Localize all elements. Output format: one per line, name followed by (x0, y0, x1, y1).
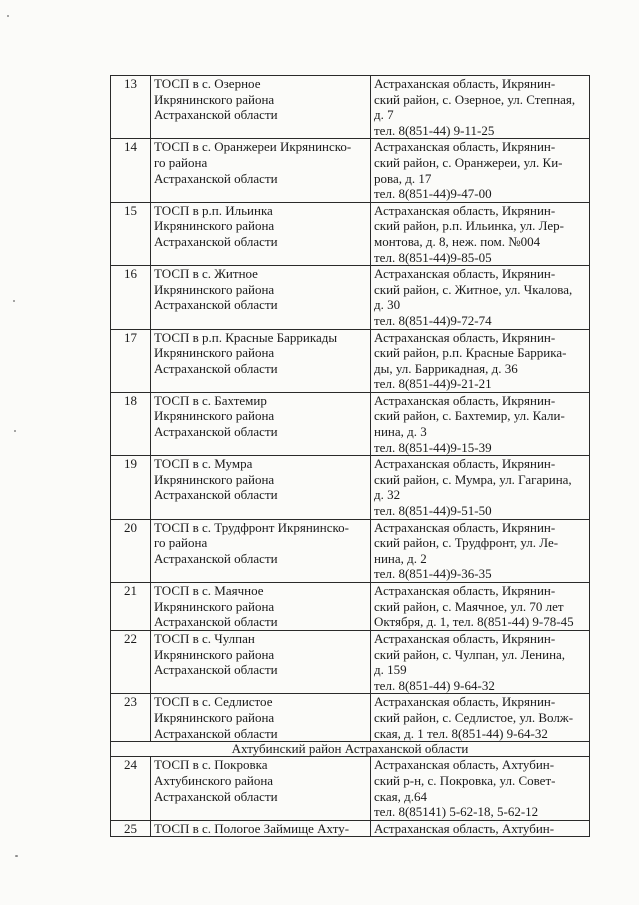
table-row (111, 202, 590, 265)
office-name-cell: ТОСП в с. Чулпан Икрянинского района Астраханской области (151, 631, 371, 694)
office-name-cell: ТОСП в с. Озерное Икрянинского района Астраханской области (151, 76, 371, 139)
row-number: 15 (111, 202, 151, 265)
address-cell: Астраханская область, Икрянин- ский район, р.п. Красные Баррика- ды, ул. Баррикадная, д. 36 тел. 8(851-44)9-21-21 (371, 329, 590, 392)
scan-speck (13, 300, 15, 302)
table-row (111, 76, 590, 139)
office-name-cell: ТОСП в с. Мумра Икрянинского района Астраханской области (151, 456, 371, 519)
scan-speck (15, 855, 18, 857)
address-cell: Астраханская область, Икрянин- ский район, с. Чулпан, ул. Ленина, д. 159 тел. 8(851-44) 9-64-32 (371, 631, 590, 694)
table-row (111, 456, 590, 519)
office-name-cell: ТОСП в с. Оранжереи Икрянинско- го района Астраханской области (151, 139, 371, 202)
office-name-cell: ТОСП в с. Седлистое Икрянинского района Астраханской области (151, 694, 371, 742)
office-name-cell: ТОСП в с. Маячное Икрянинского района Астраханской области (151, 583, 371, 631)
row-number: 18 (111, 392, 151, 455)
address-cell: Астраханская область, Икрянин- ский район, с. Трудфронт, ул. Ле- нина, д. 2 тел. 8(851-44)9-36-35 (371, 519, 590, 582)
office-name-cell: ТОСП в р.п. Ильинка Икрянинского района Астраханской области (151, 202, 371, 265)
address-cell: Астраханская область, Икрянин- ский район, с. Оранжереи, ул. Ки- рова, д. 17 тел. 8(851-44)9-47-00 (371, 139, 590, 202)
row-number: 14 (111, 139, 151, 202)
table-row (111, 631, 590, 694)
row-number: 13 (111, 76, 151, 139)
address-cell: Астраханская область, Ахтубин- (371, 820, 590, 837)
address-cell: Астраханская область, Икрянин- ский район, с. Маячное, ул. 70 лет Октября, д. 1, тел. 8(851-44) 9-78-45 (371, 583, 590, 631)
address-cell: Астраханская область, Ахтубин- ский р-н, с. Покровка, ул. Совет- ская, д.64 тел. 8(85141) 5-62-18, 5-62-12 (371, 757, 590, 820)
section-header-row (111, 742, 590, 757)
scan-speck (14, 430, 16, 432)
office-name-cell: ТОСП в с. Житное Икрянинского района Астраханской области (151, 266, 371, 329)
address-cell: Астраханская область, Икрянин- ский район, с. Седлистое, ул. Волж- ская, д. 1 тел. 8(851-44) 9-64-32 (371, 694, 590, 742)
office-name-cell: ТОСП в с. Бахтемир Икрянинского района Астраханской области (151, 392, 371, 455)
branch-address-table (110, 75, 590, 837)
table-row (111, 694, 590, 742)
address-cell: Астраханская область, Икрянин- ский район, с. Житное, ул. Чкалова, д. 30 тел. 8(851-44)9-72-74 (371, 266, 590, 329)
office-name-cell: ТОСП в с. Пологое Займище Ахту- (151, 820, 371, 837)
table-row (111, 820, 590, 837)
office-name-cell: ТОСП в с. Покровка Ахтубинского района Астраханской области (151, 757, 371, 820)
office-name-cell: ТОСП в с. Трудфронт Икрянинско- го района Астраханской области (151, 519, 371, 582)
row-number: 22 (111, 631, 151, 694)
table-row (111, 583, 590, 631)
table-row (111, 266, 590, 329)
row-number: 25 (111, 820, 151, 837)
row-number: 23 (111, 694, 151, 742)
address-cell: Астраханская область, Икрянин- ский район, с. Мумра, ул. Гагарина, д. 32 тел. 8(851-44)9-51-50 (371, 456, 590, 519)
scan-speck (7, 15, 9, 17)
address-cell: Астраханская область, Икрянин- ский район, р.п. Ильинка, ул. Лер- монтова, д. 8, неж. пом. №004 тел. 8(851-44)9-85-05 (371, 202, 590, 265)
address-cell: Астраханская область, Икрянин- ский район, с. Бахтемир, ул. Кали- нина, д. 3 тел. 8(851-44)9-15-39 (371, 392, 590, 455)
row-number: 17 (111, 329, 151, 392)
table-row (111, 139, 590, 202)
table-row (111, 392, 590, 455)
table-row (111, 757, 590, 820)
table-row (111, 329, 590, 392)
office-name-cell: ТОСП в р.п. Красные Баррикады Икрянинского района Астраханской области (151, 329, 371, 392)
row-number: 16 (111, 266, 151, 329)
row-number: 20 (111, 519, 151, 582)
district-section-header: Ахтубинский район Астраханской области (111, 742, 590, 757)
row-number: 21 (111, 583, 151, 631)
address-cell: Астраханская область, Икрянин- ский район, с. Озерное, ул. Степная, д. 7 тел. 8(851-44) 9-11-25 (371, 76, 590, 139)
table-row (111, 519, 590, 582)
row-number: 24 (111, 757, 151, 820)
row-number: 19 (111, 456, 151, 519)
